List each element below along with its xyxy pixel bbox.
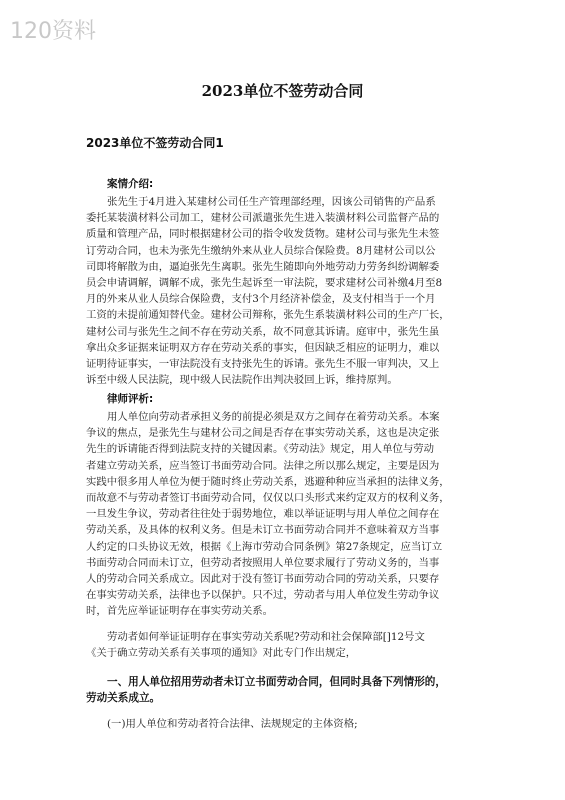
case-line: 诉至中级人民法院，现中级人民法院作出判决驳回上诉，维持原判。 (86, 374, 398, 387)
lawyer-line: 实践中很多用人单位为便于随时终止劳动关系，逃避种种应当承担的法律义务， (86, 475, 450, 488)
case-line: 张先生于4月进入某建材公司任生产管理部经理，因该公司销售的产品系 (107, 196, 436, 208)
lawyer-line: 劳动关系，及具体的权利义务。但是未订立书面劳动合同并不意味着双方当事 (86, 524, 440, 537)
lawyer-line: 在事实劳动关系，法律也予以保护。只不过，劳动者与用人单位发生劳动争议 (86, 589, 440, 602)
watermark: 120资料 (10, 19, 96, 44)
lawyer-line: 人约定的口头协议无效，根据《上海市劳动合同条例》第27条规定，应当订立 (86, 540, 443, 553)
provision-item-line: (一)用人单位和劳动者符合法律、法规规定的主体资格; (107, 718, 358, 730)
case-line: 拿出众多证据来证明双方存在劳动关系的事实，但因缺乏相应的证明力，难以 (86, 341, 440, 354)
lawyer-line: 争议的焦点，是张先生与建材公司之间是否存在事实劳动关系，这也是决定张 (86, 427, 440, 440)
lawyer-paragraph (86, 409, 506, 620)
case-paragraph (86, 194, 506, 388)
case-line: 建材公司与张先生之间不存在劳动关系，故不同意其诉请。庭审中，张先生虽 (86, 325, 440, 338)
provision-heading-line: 劳动关系成立。 (86, 692, 161, 704)
lawyer-line: 者建立劳动关系，应当签订书面劳动合同。法律之所以那么规定，主要是因为 (86, 459, 440, 472)
section-title: 2023单位不签劳动合同1 (86, 136, 224, 150)
notice-line: 《关于确立劳动关系有关事项的通知》对此专门作出规定， (86, 647, 357, 660)
lawyer-line: 而故意不与劳动者签订书面劳动合同，仅仅以口头形式来约定双方的权利义务， (86, 492, 450, 505)
provision-heading (86, 674, 506, 706)
notice-paragraph (86, 629, 506, 661)
provision-item (86, 716, 506, 732)
lawyer-line: 用人单位向劳动者承担义务的前提必须是双方之间存在着劳动关系。本案 (107, 411, 440, 423)
case-line: 员会申请调解，调解不成，张先生起诉至一审法院，要求建材公司补缴4月至8 (86, 277, 443, 290)
case-line: 委托某装潢材料公司加工，建材公司派遣张先生进入装潢材料公司监督产品的 (86, 212, 440, 225)
case-line: 证明待证事实，一审法院没有支持张先生的诉请。张先生不服一审判决，又上 (86, 358, 440, 371)
case-line: 工资的未提前通知替代金。建材公司辩称，张先生系装潢材料公司的生产厂长， (86, 309, 450, 322)
lawyer-line: 人的劳动合同关系成立。因此对于没有签订书面劳动合同的劳动关系，只要存 (86, 573, 440, 586)
lawyer-line: 一旦发生争议，劳动者往往处于弱势地位，难以举证证明与用人单位之间存在 (86, 508, 440, 521)
case-line: 质量和管理产品，同时根据建材公司的指令收发货物。建材公司与张先生未签 (86, 228, 440, 241)
notice-line: 劳动者如何举证证明存在事实劳动关系呢?劳动和社会保障部[]12号文 (107, 631, 425, 643)
lawyer-line: 书面劳动合同而未订立，但劳动者按照用人单位要求履行了劳动义务的，当事 (86, 556, 440, 569)
provision-heading-line: 一、用人单位招用劳动者未订立书面劳动合同，但同时具备下列情形的， (107, 676, 446, 688)
document-title: 2023单位不签劳动合同 (201, 82, 364, 100)
case-line: 司即将解散为由，逼迫张先生离职。张先生随即向外地劳动力劳务纠纷调解委 (86, 260, 440, 273)
case-label: 案情介绍: (107, 178, 154, 190)
lawyer-line: 时，首先应举证证明存在事实劳动关系。 (86, 605, 274, 618)
lawyer-label: 律师评析: (107, 393, 154, 405)
lawyer-line: 先生的诉请能否得到法院支持的关键因素。《劳动法》规定，用人单位与劳动 (86, 443, 435, 456)
case-line: 订劳动合同，也未为张先生缴纳外来从业人员综合保险费。8月建材公司以公 (86, 244, 436, 257)
case-line: 月的外来从业人员综合保险费，支付3个月经济补偿金，及支付相当于一个月 (86, 293, 436, 306)
